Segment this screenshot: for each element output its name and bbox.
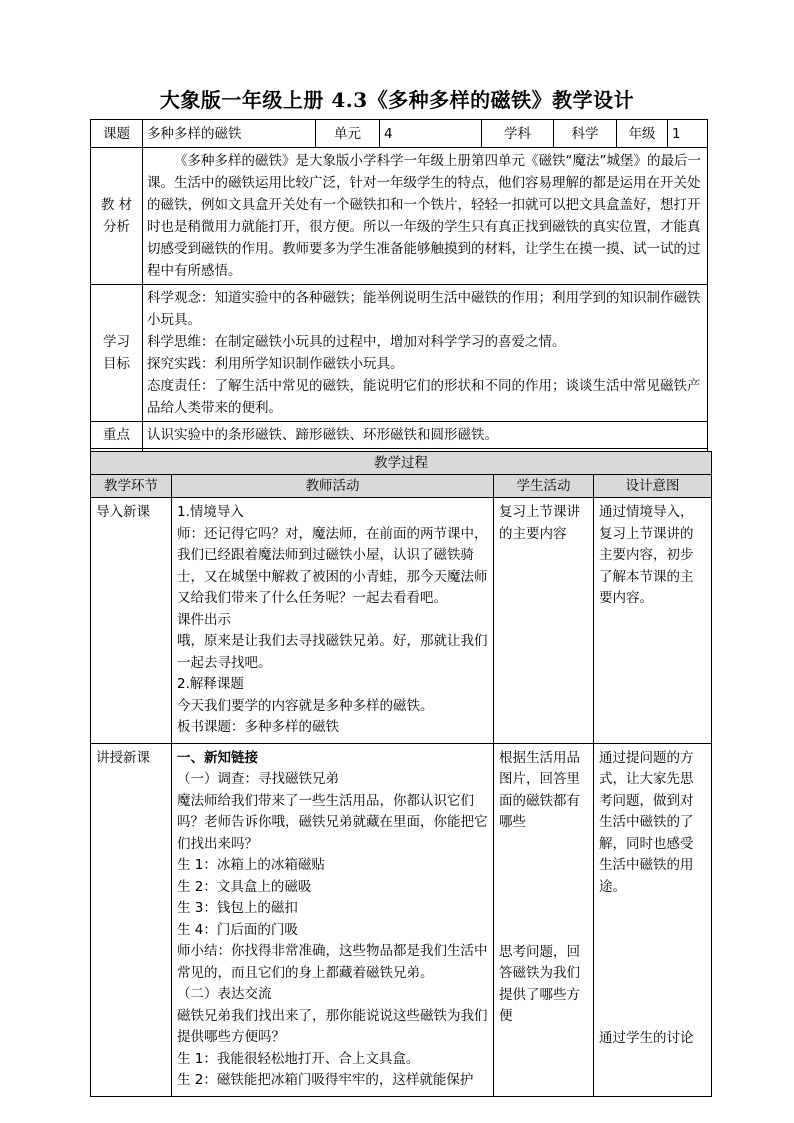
teacher-line: 板书课题：多种多样的磁铁 [177, 719, 339, 735]
teacher-line: 1.情境导入 [177, 504, 244, 520]
subject-label: 学科 [482, 120, 554, 148]
teacher-line: 2.解释课题 [177, 676, 244, 692]
goals-text [143, 285, 708, 422]
design-intent-a: 通过提问题的方式，让大家先思考问题，做到对生活中磁铁的了解，同时也感受生活中磁铁的用途。 [599, 749, 694, 895]
key-label: 重点 [91, 422, 143, 449]
teacher-line: 生 4：门后面的门吸 [177, 921, 298, 938]
analysis-label [91, 148, 143, 285]
col-teacher-header: 教师活动 [172, 475, 494, 498]
analysis-label-line2: 分析 [103, 219, 130, 235]
student-activity-intro: 复习上节课讲的主要内容 [494, 498, 594, 744]
analysis-label-line1: 教 材 [100, 197, 133, 213]
teacher-line: （一）调查：寻找磁铁兄弟 [177, 771, 339, 787]
teacher-line: 师小结：你找得非常准确，这些物品都是我们生活中常见的，而且它们的身上都藏着磁铁兄弟。 [177, 943, 488, 981]
teacher-line: 魔法师给我们带来了一些生活用品，你都认识它们吗？老师告诉你哦，磁铁兄弟就藏在里面，你能把它们找出来吗？ [177, 792, 488, 852]
teacher-line: 课件出示 [177, 611, 231, 628]
student-activity-b: 思考问题，回答磁铁为我们提供了哪些方便 [499, 943, 580, 1024]
teacher-activity-intro [172, 498, 494, 744]
goal-item: 科学观念：知道实验中的各种磁铁；能举例说明生活中磁铁的作用；利用学到的知识制作磁铁小玩具。 [147, 290, 701, 328]
analysis-text: 《多种多样的磁铁》是大象版小学科学一年级上册第四单元《磁铁“魔法”城堡》的最后一课。生活中的磁铁运用比较广泛，针对一年级学生的特点，他们容易理解的都是运用在开关处的磁铁，例如文具盒开关处有一个磁铁扣和一个铁片，轻轻一扣就可以把文具盒盖好，想打开时也是稍微用力就能打开，很方便。所以一年级的学生只有真正找到磁铁的真实位置，才能真切感受到磁铁的作用。教师要多为学生准备能够触摸到的材料，让学生在摸一摸、试一试的过程中有所感悟。 [143, 148, 708, 285]
teacher-line: 师：还记得它吗？对，魔法师，在前面的两节课中，我们已经跟着魔法师到过磁铁小屋，认识了磁铁骑士，又在城堡中解救了被困的小青蛙，那今天魔法师又给我们带来了什么任务呢？一起去看看吧。 [177, 525, 488, 606]
col-intent-header: 设计意图 [594, 475, 712, 498]
teacher-activity-new-lesson [172, 743, 494, 1096]
col-student-header: 学生活动 [494, 475, 594, 498]
goal-item: 探究实践：利用所学知识制作磁铁小玩具。 [147, 356, 404, 372]
teacher-line: 生 2：文具盒上的磁吸 [177, 878, 312, 895]
teacher-line: 今天我们要学的内容就是多种多样的磁铁。 [177, 697, 434, 714]
design-intent-intro: 通过情境导入，复习上节课讲的主要内容，初步了解本节课的主要内容。 [594, 498, 712, 744]
teacher-line: 一、新知链接 [177, 749, 258, 766]
student-activity-a: 根据生活用品图片，回答里面的磁铁都有哪些 [499, 749, 580, 830]
teaching-process-table [90, 451, 712, 1097]
lesson-info-table [90, 119, 708, 476]
goal-item: 科学思维：在制定磁铁小玩具的过程中，增加对科学学习的喜爱之情。 [147, 334, 566, 350]
unit-value: 4 [380, 120, 482, 148]
process-heading: 教学过程 [91, 452, 712, 475]
teacher-line: 磁铁兄弟我们找出来了，那你能说说这些磁铁为我们提供哪些方便吗？ [177, 1007, 488, 1045]
goals-label-line1: 学习 [103, 334, 130, 350]
design-intent-b: 通过学生的讨论 [599, 1030, 694, 1046]
grade-value: 1 [668, 120, 708, 148]
topic-value: 多种多样的磁铁 [143, 120, 316, 148]
topic-label: 课题 [91, 120, 143, 148]
key-text: 认识实验中的条形磁铁、蹄形磁铁、环形磁铁和圆形磁铁。 [143, 422, 708, 449]
student-activity-new-lesson [494, 743, 594, 1096]
teacher-line: 生 1：我能很轻松地打开、合上文具盒。 [177, 1050, 420, 1067]
teacher-line: 生 2：磁铁能把冰箱门吸得牢牢的，这样就能保护 [177, 1072, 474, 1088]
teacher-line: 生 3：钱包上的磁扣 [177, 900, 298, 916]
unit-label: 单元 [316, 120, 380, 148]
teacher-line: （二）表达交流 [177, 986, 272, 1002]
document-title: 大象版一年级上册 4.3《多种多样的磁铁》教学设计 [159, 88, 635, 112]
stage-new-lesson: 讲授新课 [91, 743, 172, 1096]
col-stage-header: 教学环节 [91, 475, 172, 498]
grade-label: 年级 [617, 120, 668, 148]
goals-label-line2: 目标 [103, 356, 130, 372]
design-intent-new-lesson [594, 743, 712, 1096]
goal-item: 态度责任：了解生活中常见的磁铁，能说明它们的形状和不同的作用；谈谈生活中常见磁铁产品给人类带来的便利。 [147, 378, 701, 416]
teacher-line: 哦，原来是让我们去寻找磁铁兄弟。好，那就让我们一起去寻找吧。 [177, 633, 488, 671]
subject-value: 科学 [554, 120, 617, 148]
goals-label [91, 285, 143, 422]
teacher-line: 生 1：冰箱上的冰箱磁贴 [177, 857, 325, 873]
stage-intro: 导入新课 [91, 498, 172, 744]
